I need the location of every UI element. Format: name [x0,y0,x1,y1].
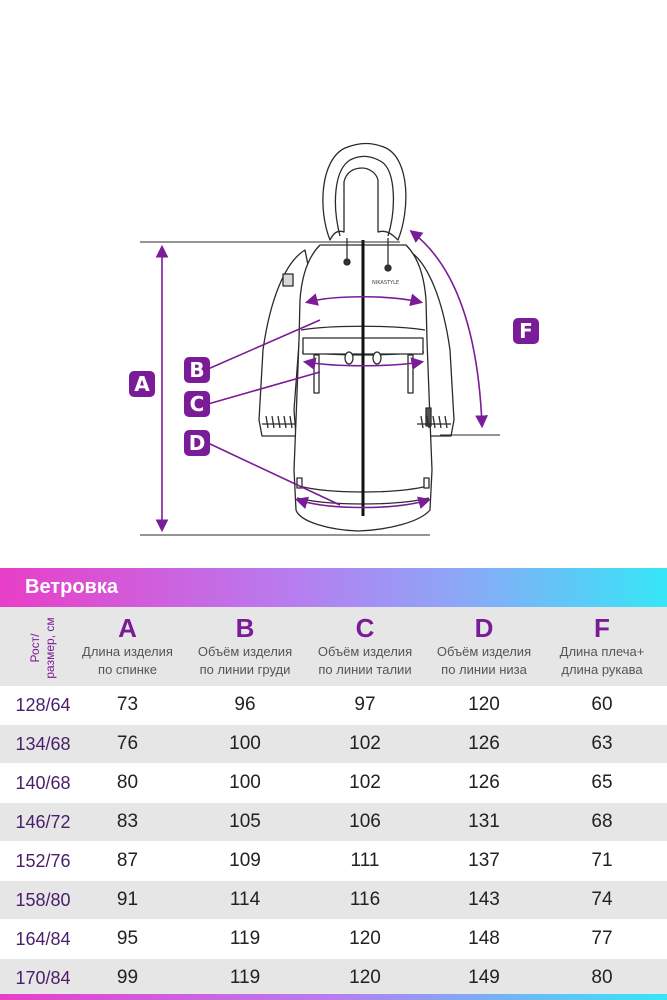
value-cell: 71 [591,850,613,871]
value-cell: 119 [229,967,261,988]
value-cell: 126 [468,772,500,793]
hem-stopper-right [424,478,429,488]
column-header-b [185,607,305,686]
value-cell: 119 [229,928,261,949]
product-title: Ветровка [25,576,118,598]
column-header-a [70,607,185,686]
value-cell: 131 [468,811,500,832]
svg-text:F: F [519,319,533,343]
value-cell: 76 [116,733,139,754]
size-cell: 152/76 [15,851,71,871]
value-cell: 99 [116,967,139,988]
bottom-accent-bar [0,994,667,1000]
label-a [129,371,155,397]
table-row [0,842,667,881]
column-desc-line1: Объём изделия [317,644,413,659]
value-cell: 97 [354,694,376,715]
value-cell: 102 [349,733,381,754]
column-desc-line1: Объём изделия [436,644,532,659]
value-cell: 95 [116,928,139,949]
jacket-outline [259,144,454,532]
waist-stopper-right [373,352,381,364]
svg-text:B: B [189,358,205,382]
column-desc-line2: длина рукава [561,662,643,677]
column-letter: B [235,613,255,643]
value-cell: 102 [349,772,381,793]
value-cell: 105 [229,811,261,832]
table-row [0,881,667,920]
column-desc-line2: по линии груди [199,662,291,677]
column-desc-line2: по спинке [98,662,157,677]
table-header-bar [0,568,667,607]
value-cell: 65 [591,772,613,793]
value-cell: 77 [591,928,613,949]
value-cell: 96 [234,694,256,715]
value-cell: 137 [468,850,500,871]
value-cell: 116 [349,889,381,910]
size-cell: 140/68 [15,773,71,793]
table-column-headers [0,607,667,686]
label-c [184,391,210,417]
size-cell: 164/84 [15,929,71,949]
value-cell: 114 [229,889,261,910]
label-d [184,430,210,456]
table-row [0,920,667,959]
table-row [0,803,667,842]
brand-text: NIKASTYLE [372,280,400,286]
column-header-f [543,607,661,686]
size-column-header [18,611,68,685]
right-pocket [408,355,413,393]
value-cell: 74 [591,889,613,910]
value-cell: 100 [229,733,261,754]
value-cell: 120 [349,967,381,988]
svg-text:D: D [188,431,206,455]
value-cell: 149 [468,967,500,988]
value-cell: 80 [116,772,139,793]
table-row [0,725,667,764]
value-cell: 63 [591,733,613,754]
column-header-c [305,607,425,686]
column-desc-line2: по линии талии [318,662,412,677]
table-row [0,764,667,803]
value-cell: 106 [349,811,381,832]
value-cell: 120 [468,694,500,715]
column-desc-line1: Длина изделия [82,644,173,659]
size-cell: 158/80 [15,890,71,910]
size-header-line2: размер, см [43,617,57,679]
column-desc-line1: Длина плеча+ [559,644,645,659]
value-cell: 100 [229,772,261,793]
sleeve-patch [283,274,293,286]
label-b [184,357,210,383]
value-cell: 83 [116,811,139,832]
value-cell: 87 [116,850,139,871]
label-f [513,318,539,344]
column-letter: F [594,613,610,643]
column-header-d [425,607,543,686]
value-cell: 148 [468,928,500,949]
column-desc-line2: по линии низа [441,662,527,677]
size-cell: 128/64 [15,695,71,715]
column-letter: C [355,613,375,643]
svg-text:C: C [189,392,205,416]
size-cell: 146/72 [15,812,71,832]
svg-text:A: A [134,372,150,396]
value-cell: 80 [591,967,613,988]
size-table [0,607,667,998]
table-row [0,686,667,725]
value-cell: 109 [229,850,261,871]
value-cell: 143 [468,889,500,910]
size-cell: 134/68 [15,734,71,754]
size-header-line1: Рост/ [28,633,42,663]
value-cell: 60 [591,694,613,715]
size-cell: 170/84 [15,968,71,988]
column-desc-line1: Объём изделия [197,644,293,659]
column-letter: D [474,613,494,643]
column-letter: A [118,613,137,643]
waist-stopper-left [345,352,353,364]
value-cell: 73 [116,694,139,715]
value-cell: 126 [468,733,500,754]
value-cell: 68 [591,811,613,832]
value-cell: 91 [116,889,139,910]
value-cell: 120 [349,928,381,949]
table-row [0,959,667,998]
value-cell: 111 [350,850,380,871]
